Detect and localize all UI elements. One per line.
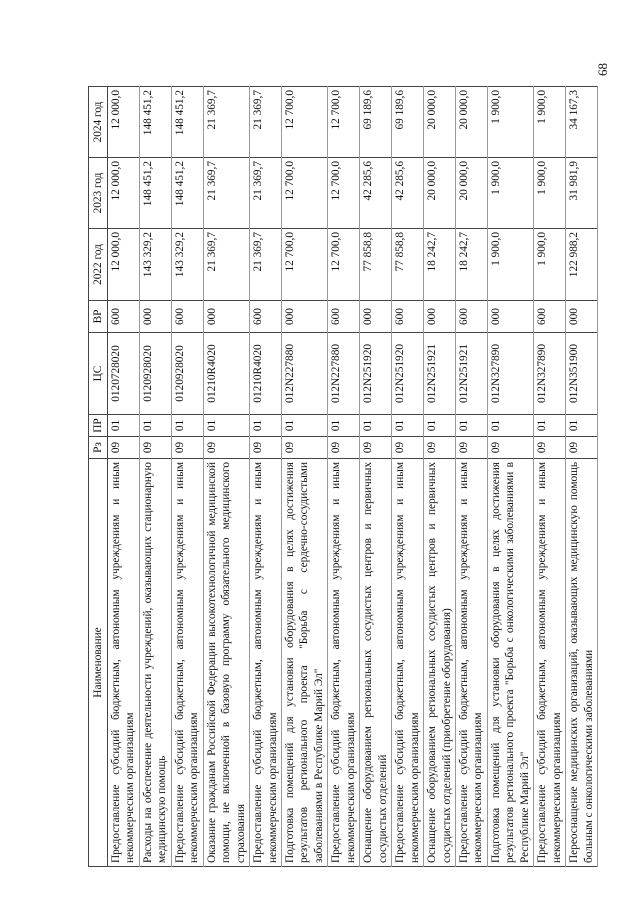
cell-name: Переоснащение медицинских организаций, оказывающих медицинскую помощь больным с онкологическими заболеваниями <box>566 459 598 867</box>
cell-2022: 12 000,0 <box>108 229 140 301</box>
cell-2023: 12 700,0 <box>281 158 327 229</box>
cell-2023: 31 981,9 <box>566 158 598 229</box>
cell-cs: 012N251920 <box>392 333 424 415</box>
cell-pr: 01 <box>281 415 327 437</box>
cell-2022: 77 858,8 <box>360 229 392 301</box>
cell-2022: 143 329,2 <box>171 229 203 301</box>
table-row <box>534 87 566 867</box>
cell-2023: 148 451,2 <box>171 158 203 229</box>
cell-2023: 1 900,0 <box>487 158 533 229</box>
cell-pr: 01 <box>566 415 598 437</box>
table-row <box>360 87 392 867</box>
table-row <box>203 87 249 867</box>
cell-cs: 0120928020 <box>139 333 171 415</box>
table-row <box>328 87 360 867</box>
cell-vr: 600 <box>250 301 282 333</box>
cell-2024: 12 000,0 <box>108 87 140 158</box>
cell-pr: 01 <box>455 415 487 437</box>
cell-2023: 42 285,6 <box>392 158 424 229</box>
cell-2022: 21 369,7 <box>203 229 249 301</box>
header-2023: 2023 год <box>89 158 108 229</box>
cell-pr: 01 <box>487 415 533 437</box>
cell-rz: 09 <box>281 437 327 459</box>
cell-name: Оснащение оборудованием региональных сосудистых центров и первичных сосудистых отделений (приобретение оборудования) <box>424 459 456 867</box>
header-name: Наименование <box>89 459 108 867</box>
cell-name: Расходы на обеспечение деятельности учреждений, оказывающих стационарную медицинскую помощь <box>139 459 171 867</box>
header-cs: ЦС <box>89 333 108 415</box>
table-row <box>171 87 203 867</box>
cell-pr: 01 <box>108 415 140 437</box>
cell-cs: 012N351900 <box>566 333 598 415</box>
cell-vr: 000 <box>281 301 327 333</box>
cell-vr: 000 <box>360 301 392 333</box>
cell-pr: 01 <box>534 415 566 437</box>
cell-2024: 148 451,2 <box>139 87 171 158</box>
cell-name: Предоставление субсидий бюджетным, автономным учреждениям и иным некоммерческим организациям <box>455 459 487 867</box>
cell-cs: 012N327890 <box>534 333 566 415</box>
cell-rz: 09 <box>250 437 282 459</box>
cell-2024: 21 369,7 <box>250 87 282 158</box>
cell-vr: 000 <box>566 301 598 333</box>
cell-rz: 09 <box>487 437 533 459</box>
cell-2024: 21 369,7 <box>203 87 249 158</box>
cell-rz: 09 <box>455 437 487 459</box>
cell-rz: 09 <box>108 437 140 459</box>
cell-2024: 34 167,3 <box>566 87 598 158</box>
cell-cs: 012N251920 <box>360 333 392 415</box>
cell-cs: 01210R4020 <box>203 333 249 415</box>
table-row <box>424 87 456 867</box>
table-body <box>108 87 598 867</box>
cell-2023: 20 000,0 <box>424 158 456 229</box>
cell-2024: 20 000,0 <box>424 87 456 158</box>
cell-pr: 01 <box>203 415 249 437</box>
table-header-row <box>89 87 108 867</box>
table-row <box>566 87 598 867</box>
cell-2022: 77 858,8 <box>392 229 424 301</box>
cell-cs: 012N227880 <box>328 333 360 415</box>
cell-cs: 012N251921 <box>455 333 487 415</box>
cell-vr: 600 <box>534 301 566 333</box>
cell-2024: 1 900,0 <box>534 87 566 158</box>
cell-rz: 09 <box>139 437 171 459</box>
budget-table <box>88 86 598 867</box>
cell-vr: 000 <box>139 301 171 333</box>
cell-name: Предоставление субсидий бюджетным, автономным учреждениям и иным некоммерческим организациям <box>534 459 566 867</box>
cell-vr: 000 <box>203 301 249 333</box>
header-pr: ПР <box>89 415 108 437</box>
cell-rz: 09 <box>392 437 424 459</box>
cell-2023: 12 000,0 <box>108 158 140 229</box>
cell-2023: 21 369,7 <box>250 158 282 229</box>
cell-vr: 600 <box>328 301 360 333</box>
cell-name: Оказание гражданам Российской Федерации высокотехнологичной медицинской помощи, не включенной в базовую программу обязательного медицинского страхования <box>203 459 249 867</box>
cell-2023: 148 451,2 <box>139 158 171 229</box>
cell-rz: 09 <box>534 437 566 459</box>
cell-pr: 01 <box>328 415 360 437</box>
cell-2024: 69 189,6 <box>360 87 392 158</box>
cell-pr: 01 <box>360 415 392 437</box>
table-row <box>487 87 533 867</box>
rotated-page-content <box>88 87 595 867</box>
cell-pr: 01 <box>171 415 203 437</box>
cell-vr: 600 <box>392 301 424 333</box>
cell-vr: 600 <box>171 301 203 333</box>
cell-cs: 01210R4020 <box>250 333 282 415</box>
cell-2022: 1 900,0 <box>534 229 566 301</box>
cell-pr: 01 <box>424 415 456 437</box>
cell-2022: 122 988,2 <box>566 229 598 301</box>
header-vr: ВР <box>89 301 108 333</box>
cell-2023: 21 369,7 <box>203 158 249 229</box>
cell-pr: 01 <box>392 415 424 437</box>
cell-rz: 09 <box>171 437 203 459</box>
cell-vr: 600 <box>108 301 140 333</box>
cell-name: Предоставление субсидий бюджетным, автономным учреждениям и иным некоммерческим организациям <box>171 459 203 867</box>
table-row <box>250 87 282 867</box>
table-row <box>455 87 487 867</box>
table-row <box>392 87 424 867</box>
cell-pr: 01 <box>139 415 171 437</box>
cell-cs: 012N251921 <box>424 333 456 415</box>
cell-2023: 42 285,6 <box>360 158 392 229</box>
cell-2022: 18 242,7 <box>455 229 487 301</box>
cell-name: Предоставление субсидий бюджетным, автономным учреждениям и иным некоммерческим организациям <box>392 459 424 867</box>
page-number: 68 <box>595 63 610 76</box>
cell-2024: 69 189,6 <box>392 87 424 158</box>
cell-cs: 0120928020 <box>171 333 203 415</box>
cell-name: Предоставление субсидий бюджетным, автономным учреждениям и иным некоммерческим организациям <box>328 459 360 867</box>
cell-2023: 12 700,0 <box>328 158 360 229</box>
cell-name: Подготовка помещений для установки оборудования в целях достижения результатов регионального проекта "Борьба с сердечно-сосудистыми заболеваниями в Республике Марий Эл" <box>281 459 327 867</box>
cell-rz: 09 <box>424 437 456 459</box>
cell-name: Подготовка помещений для установки оборудования в целях достижения результатов регионального проекта "Борьба с онкологическими заболеваниями в Республике Марий Эл" <box>487 459 533 867</box>
cell-2022: 21 369,7 <box>250 229 282 301</box>
cell-name: Оснащение оборудованием региональных сосудистых центров и первичных сосудистых отделений <box>360 459 392 867</box>
cell-rz: 09 <box>328 437 360 459</box>
cell-2024: 148 451,2 <box>171 87 203 158</box>
cell-name: Предоставление субсидий бюджетным, автономным учреждениям и иным некоммерческим организациям <box>250 459 282 867</box>
cell-2024: 12 700,0 <box>281 87 327 158</box>
cell-vr: 000 <box>487 301 533 333</box>
cell-rz: 09 <box>566 437 598 459</box>
cell-rz: 09 <box>360 437 392 459</box>
cell-cs: 0120728020 <box>108 333 140 415</box>
cell-2022: 12 700,0 <box>281 229 327 301</box>
table-row <box>108 87 140 867</box>
table-row <box>281 87 327 867</box>
cell-cs: 012N227880 <box>281 333 327 415</box>
cell-rz: 09 <box>203 437 249 459</box>
cell-2023: 1 900,0 <box>534 158 566 229</box>
cell-2022: 1 900,0 <box>487 229 533 301</box>
cell-cs: 012N327890 <box>487 333 533 415</box>
cell-pr: 01 <box>250 415 282 437</box>
header-2024: 2024 год <box>89 87 108 158</box>
cell-vr: 000 <box>424 301 456 333</box>
cell-2022: 18 242,7 <box>424 229 456 301</box>
cell-name: Предоставление субсидий бюджетным, автономным учреждениям и иным некоммерческим организациям <box>108 459 140 867</box>
cell-2022: 143 329,2 <box>139 229 171 301</box>
header-rz: Рз <box>89 437 108 459</box>
header-2022: 2022 год <box>89 229 108 301</box>
table-row <box>139 87 171 867</box>
cell-2022: 12 700,0 <box>328 229 360 301</box>
cell-2024: 12 700,0 <box>328 87 360 158</box>
cell-2024: 20 000,0 <box>455 87 487 158</box>
cell-2024: 1 900,0 <box>487 87 533 158</box>
cell-vr: 600 <box>455 301 487 333</box>
cell-2023: 20 000,0 <box>455 158 487 229</box>
